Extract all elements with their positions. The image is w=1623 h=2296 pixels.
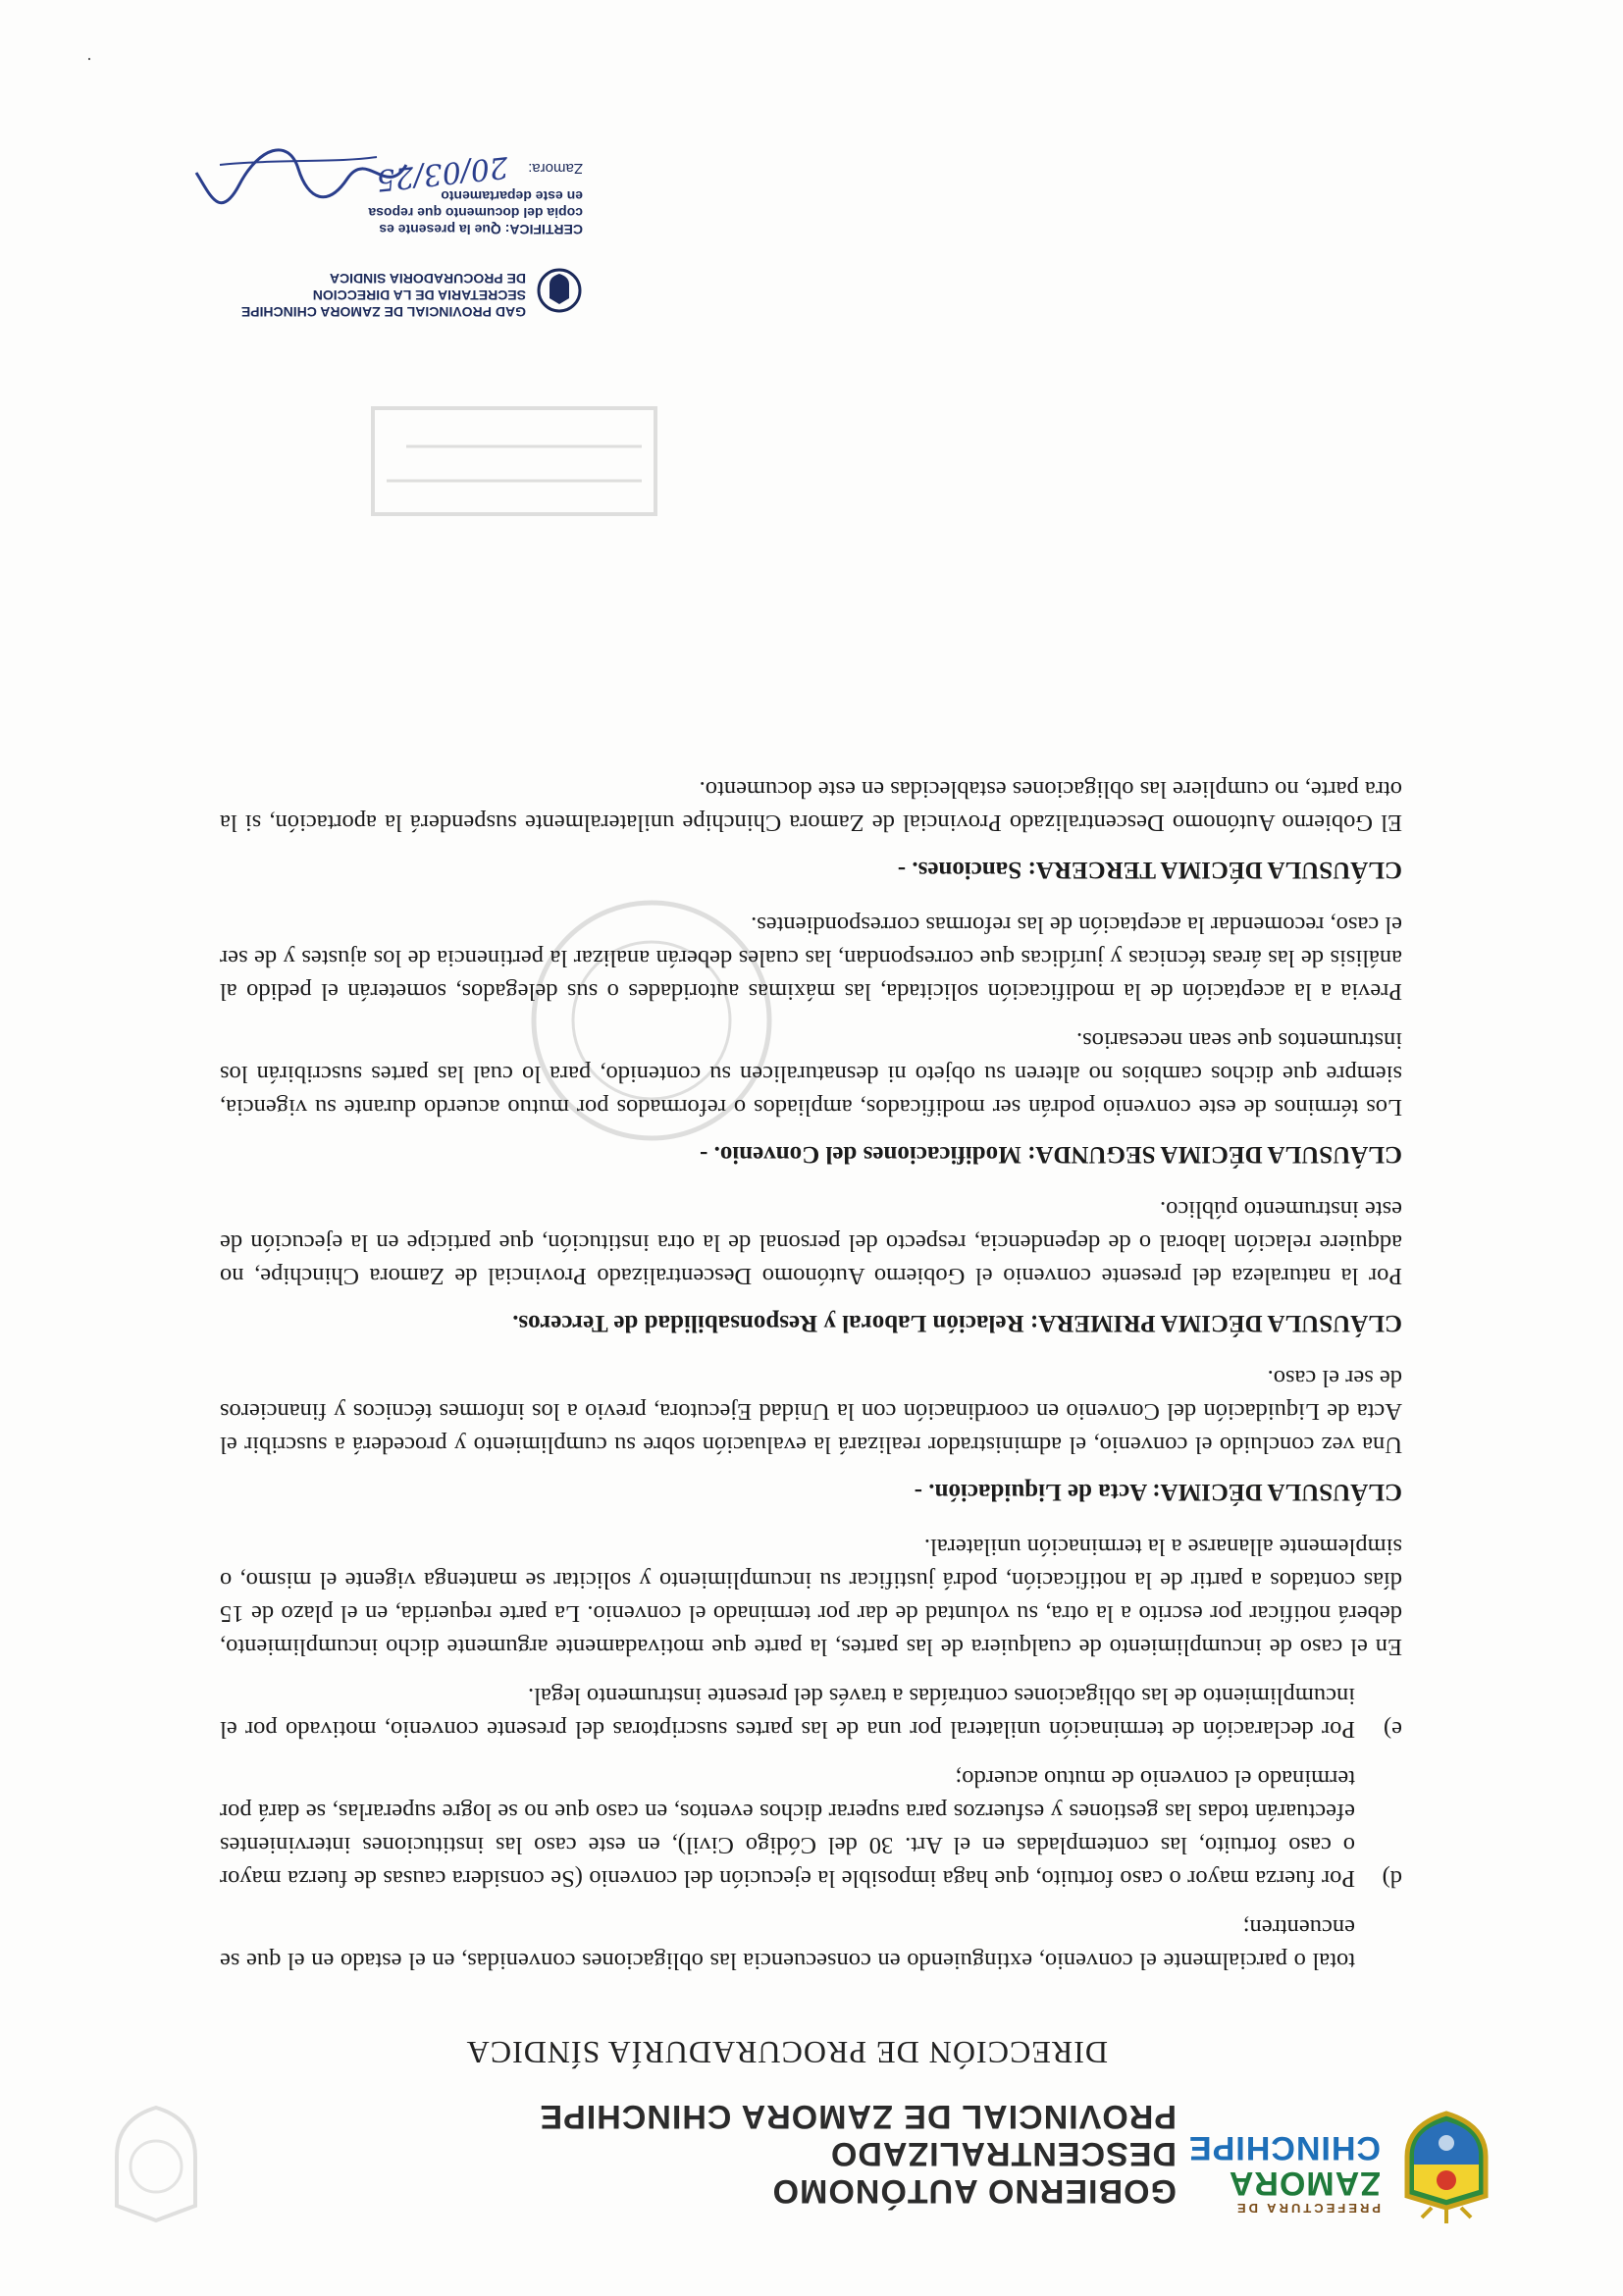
letterhead xyxy=(107,2035,1500,2235)
ghost-seal xyxy=(97,2098,215,2235)
certification-stamp xyxy=(171,108,583,324)
prefecture-shield-logo xyxy=(1392,2108,1500,2225)
paragraph-incumplimiento: En el caso de incumplimiento de cualquiera de las partes, la parte que motivadamente argumente dicho incumplimiento, deberá notificar por escrito a la otra, su voluntad de dar por terminado el convenio. La parte requerida, en el plazo de 15 días contados a partir de la notificación, podrá justificar su incumplimiento y solicitar se mantenga vigente el mismo, o simplemente allanarse a la terminación unilateral. xyxy=(220,1534,1402,1660)
certification-organization xyxy=(212,270,526,320)
clause-decima-segunda-text-2: Previa a la aceptación de la modificación solicitada, las máximas autoridades o sus delegados, someterán el pedido al análisis de las áreas técnicas y jurídicas que correspondan, las cuales deberán analizar la pertinencia de los ajustes y de ser el caso, recomendar la aceptación de las reformas correspondientes. xyxy=(220,912,1402,1005)
government-title xyxy=(431,2098,1177,2210)
certification-date: 20/03/25 xyxy=(374,149,510,197)
document-body xyxy=(220,757,1402,1977)
cert-text-line-2: copia del documento que reposa xyxy=(368,205,583,221)
prefecture-brand xyxy=(1187,2129,1381,2216)
government-title-line-2: PROVINCIAL DE ZAMORA CHINCHIPE xyxy=(539,2098,1177,2135)
clause-decima-tercera-text: El Gobierno Autónomo Descentralizado Provincial de Zamora Chinchipe unilateralmente suspenderá la aportación, si la otra parte, no cumpliere las obligaciones establecidas en este documento. xyxy=(220,776,1402,836)
clause-decima-text: Una vez concluido el convenio, el administrador realizará la evaluación sobre su cumplimiento y procederá a suscribir el Acta de Liquidación del Convenio en coordinación con la Unidad Ejecutora, previo a los informes técnicos y financieros de ser el caso. xyxy=(220,1365,1402,1458)
cert-text-line-3: en este departamento xyxy=(441,188,583,204)
cert-org-line-1: GAD PROVINCIAL DE ZAMORA CHINCHIPE xyxy=(240,304,526,320)
certification-place: Zamora: xyxy=(528,160,583,177)
brand-prefix: PREFECTURA DE xyxy=(1233,2201,1381,2216)
government-title-line-1: GOBIERNO AUTÓNOMO DESCENTRALIZADO xyxy=(771,2135,1177,2210)
clause-decima-segunda-text: Los términos de este convenio podrán ser modificados, ampliados o reformados por mutuo acuerdo durante su vigencia, siempre que dichos cambios no alteren su objeto ni desnaturalicen su contenido, para lo cual las partes suscribirán los instrumentos que sean necesarios. xyxy=(220,1027,1402,1121)
paragraph-continuation: total o parcialmente el convenio, extinguiendo en consecuencia las obligaciones convenidas, en el estado en el que se encuentren; xyxy=(220,1914,1355,1974)
scan-mark: · xyxy=(86,49,92,69)
certification-logo xyxy=(536,267,583,314)
list-marker-e: e) xyxy=(1383,1716,1402,1743)
cert-text-line-1: CERTIFICA: Que la presente es xyxy=(379,222,583,237)
list-item-e-text: Por declaración de terminación unilateral por una de las partes suscriptoras del presente convenio, motivado por el incumplimiento de las obligaciones contraídas a través del presente instrumento legal. xyxy=(220,1683,1355,1743)
clause-decima-heading: CLÁUSULA DÉCIMA: Acta de Liquidación. - xyxy=(914,1479,1402,1505)
list-marker-d: d) xyxy=(1382,1865,1402,1892)
list-item-d xyxy=(220,1761,1402,1895)
department-title: DIRECCIÓN DE PROCURADURÍA SÍNDICA xyxy=(465,2035,1108,2070)
cert-org-line-3: DE PROCURADORIA SINDICA xyxy=(329,271,526,287)
list-item-e xyxy=(220,1679,1402,1746)
list-item-d-text: Por fuerza mayor o caso fortuito, que haga imposible la ejecución del convenio (Se considera causas de fuerza mayor o caso fortuito, las contempladas en el Art. 30 del Código Civil), en este caso las instituciones intervinientes efectuarán todas las gestiones y esfuerzos para superar dichos eventos, en caso que no se logre superarlas, se dará por terminado el convenio de mutuo acuerdo; xyxy=(220,1765,1355,1892)
clause-decima-primera-text: Por la naturaleza del presente convenio el Gobierno Autónomo Descentralizado Provincial de Zamora Chinchipe, no adquiere relación laboral o de dependencia, respecto del personal de la otra institución, que participe en la ejecución de este instrumento público. xyxy=(220,1196,1402,1289)
brand-name-zamora: ZAMORA xyxy=(1228,2165,1381,2202)
cert-org-line-2: SECRETARIA DE LA DIRECCION xyxy=(312,287,526,303)
brand-name-chinchipe: CHINCHIPE xyxy=(1187,2129,1381,2166)
clause-decima-segunda-heading: CLÁUSULA DÉCIMA SEGUNDA: Modificaciones del Convenio. - xyxy=(699,1141,1402,1168)
clause-decima-tercera-heading: CLÁUSULA DÉCIMA TERCERA: Sanciones. - xyxy=(897,857,1402,883)
clause-decima-primera-heading: CLÁUSULA DÉCIMA PRIMERA: Relación Laboral y Responsabilidad de Terceros. xyxy=(512,1310,1402,1336)
faint-stamp-box xyxy=(367,402,661,520)
handwritten-signature xyxy=(190,139,416,208)
